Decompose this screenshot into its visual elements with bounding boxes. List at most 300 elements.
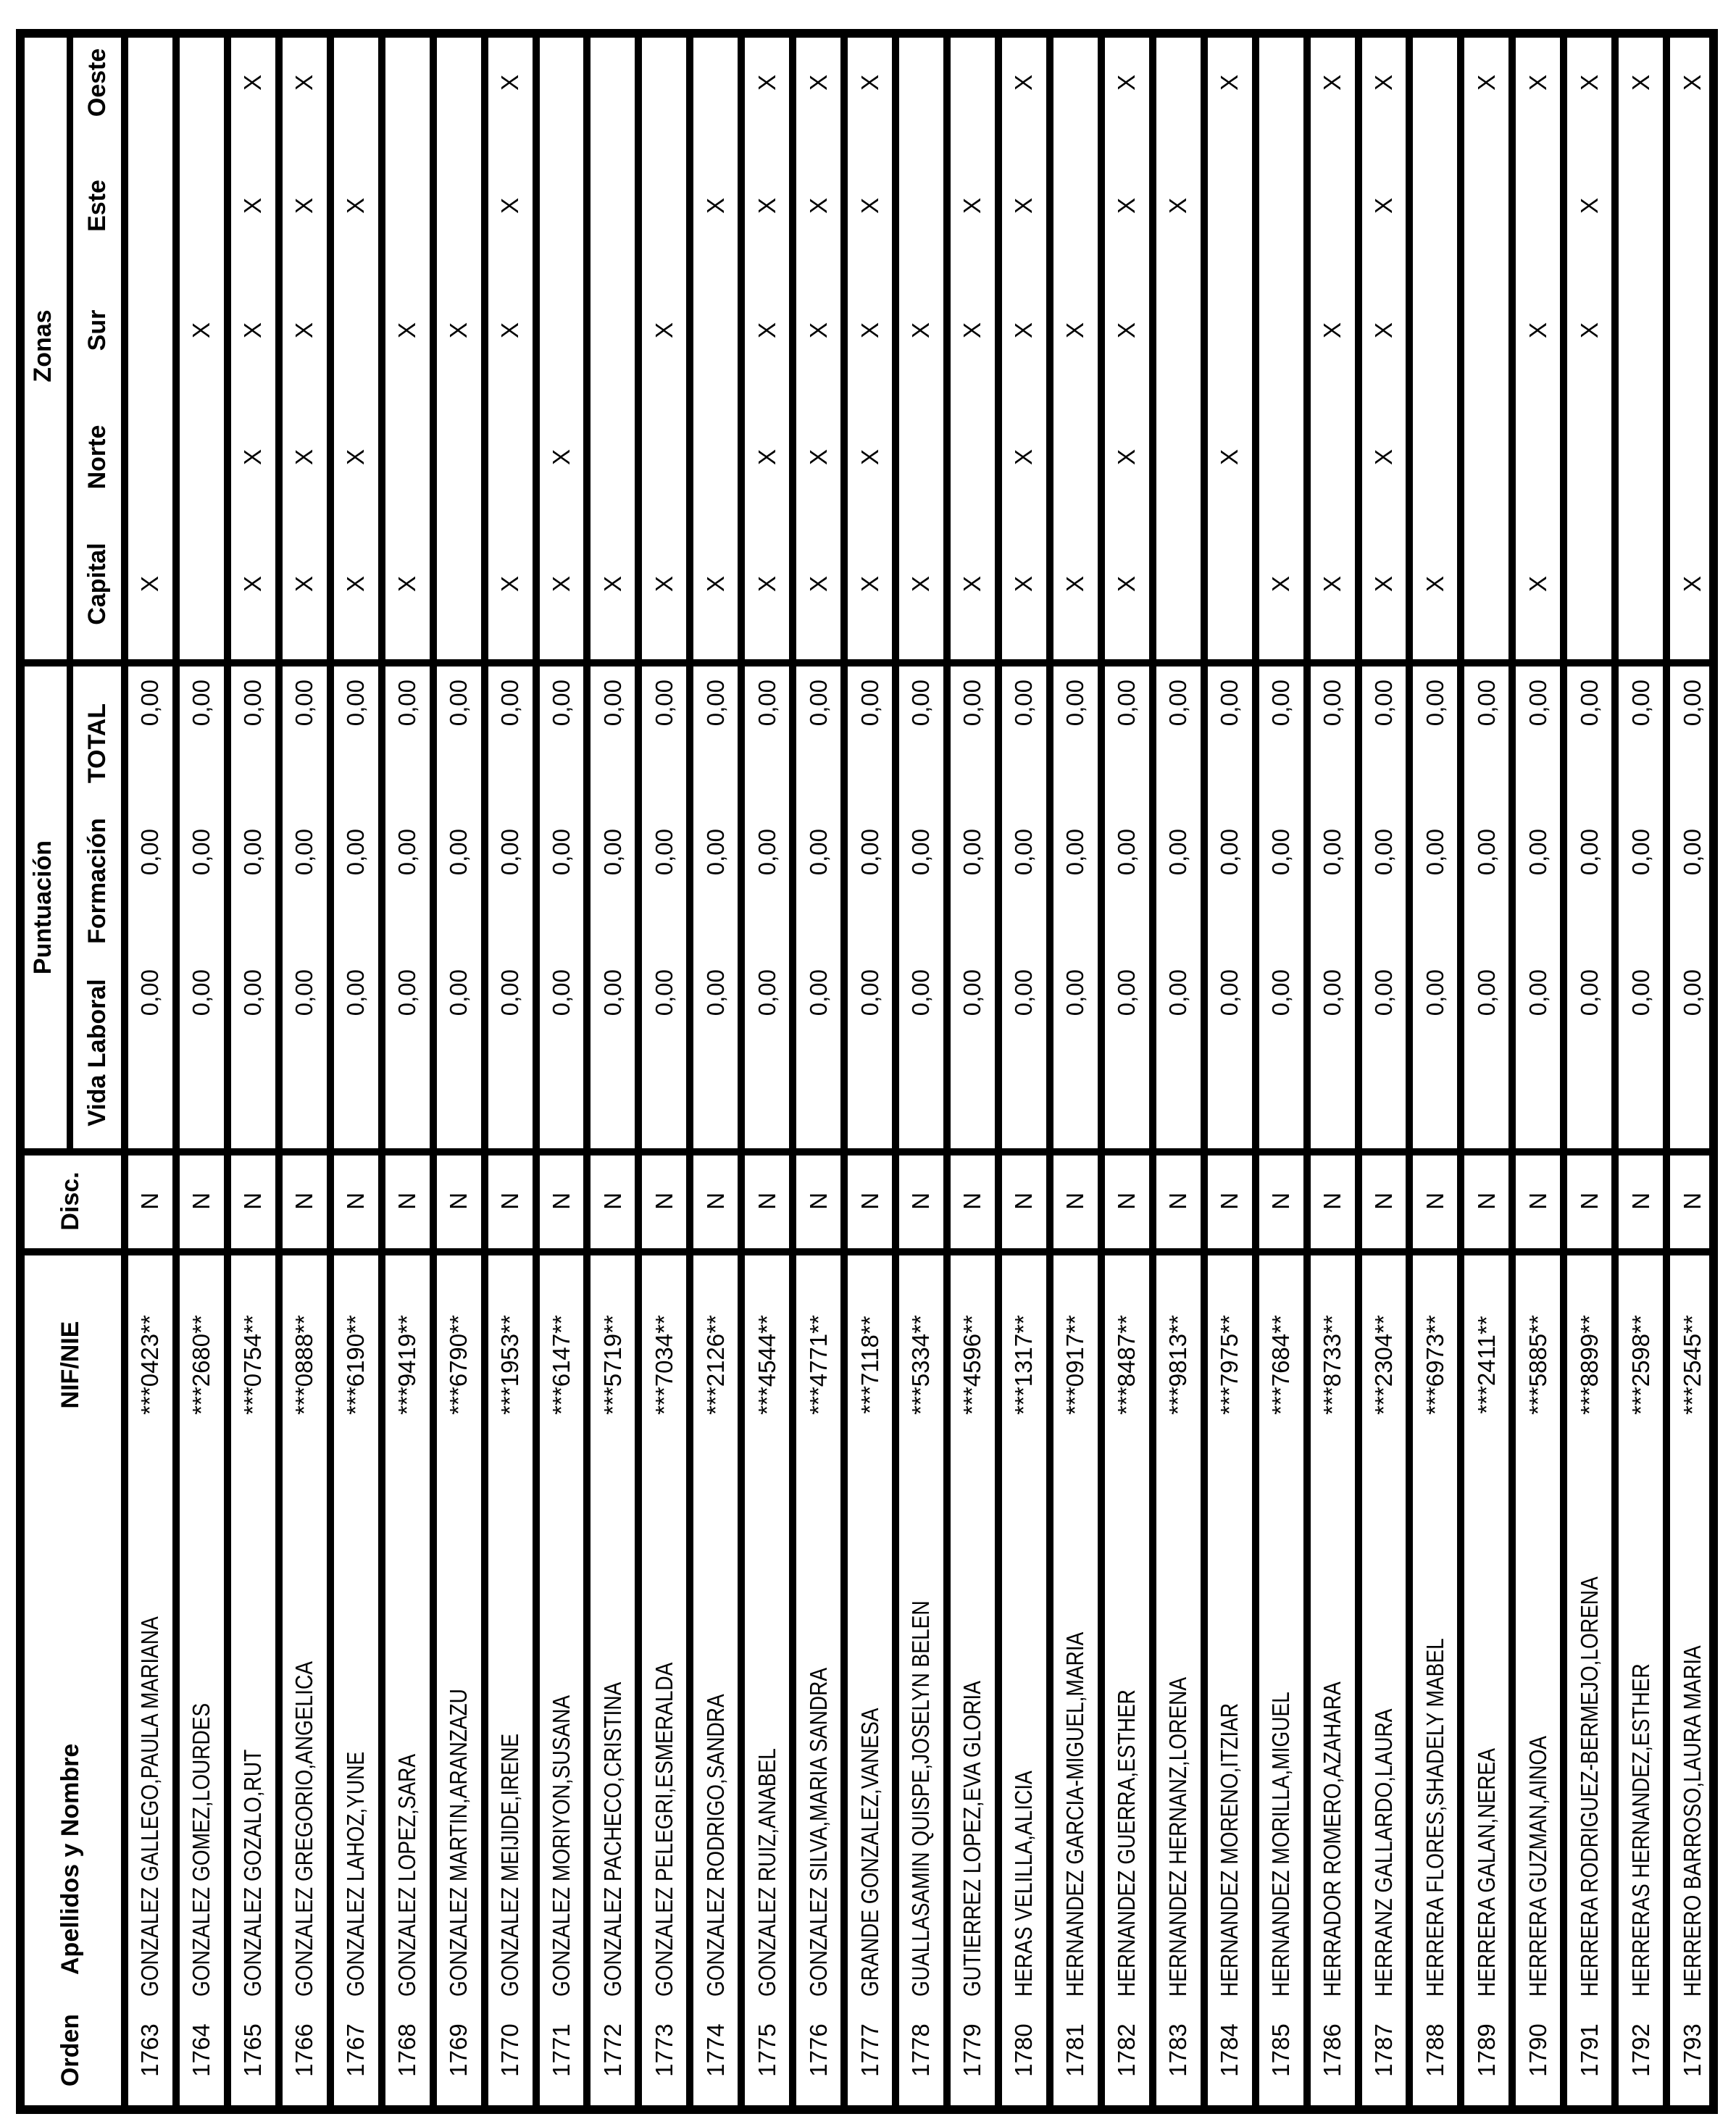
cell-nif: ***6147**	[547, 1315, 575, 1415]
cell-nif: ***0888**	[291, 1315, 318, 1415]
cell-disc: N	[650, 1192, 677, 1210]
cell-formacion: 0,00	[598, 829, 626, 876]
cell-este-mark: X	[753, 198, 780, 214]
cell-nif: ***5885**	[1524, 1315, 1551, 1415]
cell-nombre	[690, 1439, 741, 1997]
nombre-text: HERAS VELILLA,ALICIA	[1010, 1771, 1038, 1997]
cell-este-mark: X	[1113, 198, 1140, 214]
cell-vida-laboral: 0,00	[1164, 969, 1192, 1016]
cell-oeste-mark: X	[1216, 75, 1243, 91]
cell-disc: N	[1061, 1192, 1089, 1210]
nombre-text: GONZALEZ SILVA,MARIA SANDRA	[804, 1667, 832, 1997]
nombre-text: HERNANDEZ HERNANZ,LORENA	[1164, 1676, 1192, 1997]
cell-total: 0,00	[136, 680, 164, 727]
cell-vida-laboral: 0,00	[291, 969, 318, 1016]
cell-sur-mark: X	[1318, 322, 1345, 339]
cell-total: 0,00	[1678, 680, 1706, 727]
cell-capital-mark: X	[1113, 576, 1140, 593]
cell-sur-mark: X	[959, 322, 986, 339]
cell-nif: ***0754**	[239, 1315, 267, 1415]
cell-formacion: 0,00	[342, 829, 370, 876]
cell-oeste-mark: X	[291, 75, 318, 91]
cell-este-mark: X	[342, 198, 370, 214]
cell-nombre	[125, 1439, 176, 1997]
cell-nombre	[382, 1439, 433, 1997]
nombre-text: HERRERA RODRIGUEZ-BERMEJO,LORENA	[1575, 1576, 1603, 1997]
cell-oeste-mark: X	[1113, 75, 1140, 91]
cell-orden: 1787	[1369, 2023, 1397, 2077]
cell-este-mark: X	[1010, 198, 1038, 214]
cell-norte-mark: X	[1010, 449, 1038, 466]
nombre-text: HERRERAS HERNANDEZ,ESTHER	[1627, 1663, 1654, 1997]
cell-sur-mark: X	[1524, 322, 1551, 339]
cell-nombre	[485, 1439, 536, 1997]
cell-nif: ***2680**	[188, 1315, 215, 1415]
cell-oeste-mark: X	[496, 75, 523, 91]
cell-formacion: 0,00	[804, 829, 832, 876]
cell-nif: ***7975**	[1216, 1315, 1243, 1415]
cell-vida-laboral: 0,00	[547, 969, 575, 1016]
cell-formacion: 0,00	[1164, 829, 1192, 876]
cell-nombre	[1564, 1439, 1615, 1997]
nombre-text: GONZALEZ GOZALO,RUT	[239, 1749, 267, 1997]
cell-vida-laboral: 0,00	[188, 969, 215, 1016]
cell-sur-mark: X	[856, 322, 883, 339]
cell-total: 0,00	[1267, 680, 1295, 727]
cell-capital-mark: X	[1010, 576, 1038, 593]
cell-total: 0,00	[1164, 680, 1192, 727]
group-header-puntuacion: Puntuación	[28, 840, 57, 975]
cell-orden: 1777	[856, 2023, 883, 2077]
cell-sur-mark: X	[291, 322, 318, 339]
cell-este-mark: X	[804, 198, 832, 214]
cell-disc: N	[1318, 1192, 1345, 1210]
col-header-este: Este	[83, 180, 111, 232]
cell-vida-laboral: 0,00	[804, 969, 832, 1016]
cell-orden: 1775	[753, 2023, 780, 2077]
cell-formacion: 0,00	[1627, 829, 1654, 876]
cell-nombre	[228, 1439, 279, 1997]
cell-vida-laboral: 0,00	[445, 969, 472, 1016]
cell-vida-laboral: 0,00	[342, 969, 370, 1016]
cell-nif: ***5334**	[907, 1315, 935, 1415]
cell-nombre	[1256, 1439, 1307, 1997]
cell-oeste-mark: X	[1627, 75, 1654, 91]
cell-orden: 1788	[1421, 2023, 1448, 2077]
cell-formacion: 0,00	[239, 829, 267, 876]
cell-orden: 1791	[1575, 2023, 1603, 2077]
cell-nombre	[1153, 1439, 1204, 1997]
nombre-text: GUALLASAMIN QUISPE,JOSELYN BELEN	[907, 1600, 935, 1997]
cell-nombre	[1359, 1439, 1410, 1997]
cell-capital-mark: X	[1267, 576, 1295, 593]
cell-total: 0,00	[804, 680, 832, 727]
cell-este-mark: X	[496, 198, 523, 214]
cell-orden: 1790	[1524, 2023, 1551, 2077]
cell-disc: N	[959, 1192, 986, 1210]
cell-nombre	[536, 1439, 588, 1997]
cell-disc: N	[804, 1192, 832, 1210]
cell-vida-laboral: 0,00	[701, 969, 729, 1016]
cell-capital-mark: X	[1318, 576, 1345, 593]
cell-formacion: 0,00	[650, 829, 677, 876]
cell-total: 0,00	[701, 680, 729, 727]
cell-nif: ***2126**	[701, 1315, 729, 1415]
cell-oeste-mark: X	[1369, 75, 1397, 91]
cell-sur-mark: X	[907, 322, 935, 339]
cell-disc: N	[856, 1192, 883, 1210]
nombre-text: HERNANDEZ MORENO,ITZIAR	[1216, 1702, 1243, 1997]
cell-disc: N	[598, 1192, 626, 1210]
cell-vida-laboral: 0,00	[753, 969, 780, 1016]
cell-orden: 1771	[547, 2023, 575, 2077]
cell-formacion: 0,00	[393, 829, 421, 876]
cell-disc: N	[393, 1192, 421, 1210]
cell-vida-laboral: 0,00	[393, 969, 421, 1016]
cell-orden: 1780	[1010, 2023, 1038, 2077]
cell-norte-mark: X	[291, 449, 318, 466]
cell-vida-laboral: 0,00	[1472, 969, 1500, 1016]
cell-nif: ***7684**	[1267, 1315, 1295, 1415]
cell-oeste-mark: X	[804, 75, 832, 91]
cell-nombre	[1409, 1439, 1461, 1997]
cell-disc: N	[291, 1192, 318, 1210]
cell-disc: N	[1575, 1192, 1603, 1210]
cell-oeste-mark: X	[1678, 75, 1706, 91]
cell-oeste-mark: X	[239, 75, 267, 91]
cell-total: 0,00	[907, 680, 935, 727]
cell-total: 0,00	[1421, 680, 1448, 727]
cell-formacion: 0,00	[496, 829, 523, 876]
cell-total: 0,00	[1216, 680, 1243, 727]
cell-oeste-mark: X	[1318, 75, 1345, 91]
cell-formacion: 0,00	[907, 829, 935, 876]
cell-orden: 1772	[598, 2023, 626, 2077]
cell-total: 0,00	[1369, 680, 1397, 727]
cell-sur-mark: X	[188, 322, 215, 339]
cell-disc: N	[188, 1192, 215, 1210]
cell-formacion: 0,00	[1267, 829, 1295, 876]
cell-nif: ***4544**	[753, 1315, 780, 1415]
cell-este-mark: X	[291, 198, 318, 214]
cell-nombre	[638, 1439, 690, 1997]
col-header-apellidos: Apellidos y Nombre	[56, 1743, 84, 1975]
cell-capital-mark: X	[856, 576, 883, 593]
cell-orden: 1786	[1318, 2023, 1345, 2077]
cell-este-mark: X	[1164, 198, 1192, 214]
cell-formacion: 0,00	[136, 829, 164, 876]
cell-total: 0,00	[188, 680, 215, 727]
cell-sur-mark: X	[1575, 322, 1603, 339]
cell-total: 0,00	[753, 680, 780, 727]
cell-formacion: 0,00	[1472, 829, 1500, 876]
cell-capital-mark: X	[1061, 576, 1089, 593]
cell-nombre	[1512, 1439, 1564, 1997]
cell-orden: 1789	[1472, 2023, 1500, 2077]
nombre-text: HERRADOR ROMERO,AZAHARA	[1318, 1681, 1345, 1997]
cell-orden: 1769	[445, 2023, 472, 2077]
cell-este-mark: X	[856, 198, 883, 214]
cell-orden: 1763	[136, 2023, 164, 2077]
cell-nif: ***9813**	[1164, 1315, 1192, 1415]
cell-este-mark: X	[701, 198, 729, 214]
col-header-formacion: Formación	[83, 818, 111, 944]
cell-oeste-mark: X	[1472, 75, 1500, 91]
cell-formacion: 0,00	[1010, 829, 1038, 876]
cell-nif: ***6973**	[1421, 1315, 1448, 1415]
cell-nif: ***0917**	[1061, 1315, 1089, 1415]
cell-nombre	[587, 1439, 638, 1997]
cell-orden: 1785	[1267, 2023, 1295, 2077]
cell-disc: N	[1267, 1192, 1295, 1210]
cell-sur-mark: X	[1061, 322, 1089, 339]
cell-disc: N	[136, 1192, 164, 1210]
cell-este-mark: X	[1369, 198, 1397, 214]
cell-orden: 1783	[1164, 2023, 1192, 2077]
cell-total: 0,00	[598, 680, 626, 727]
cell-vida-laboral: 0,00	[1627, 969, 1654, 1016]
cell-nif: ***8487**	[1113, 1315, 1140, 1415]
cell-capital-mark: X	[1524, 576, 1551, 593]
cell-nombre	[844, 1439, 896, 1997]
group-header-zonas: Zonas	[28, 309, 57, 383]
cell-capital-mark: X	[342, 576, 370, 593]
cell-total: 0,00	[445, 680, 472, 727]
cell-disc: N	[1369, 1192, 1397, 1210]
cell-orden: 1768	[393, 2023, 421, 2077]
cell-norte-mark: X	[753, 449, 780, 466]
cell-capital-mark: X	[907, 576, 935, 593]
cell-capital-mark: X	[239, 576, 267, 593]
cell-formacion: 0,00	[1318, 829, 1345, 876]
cell-nif: ***7034**	[650, 1315, 677, 1415]
cell-vida-laboral: 0,00	[959, 969, 986, 1016]
cell-formacion: 0,00	[856, 829, 883, 876]
cell-norte-mark: X	[1113, 449, 1140, 466]
cell-norte-mark: X	[239, 449, 267, 466]
nombre-text: GONZALEZ PACHECO,CRISTINA	[598, 1681, 626, 1997]
cell-oeste-mark: X	[1524, 75, 1551, 91]
cell-nombre	[793, 1439, 844, 1997]
nombre-text: GONZALEZ GOMEZ,LOURDES	[188, 1702, 215, 1997]
cell-formacion: 0,00	[753, 829, 780, 876]
cell-disc: N	[1010, 1192, 1038, 1210]
cell-orden: 1778	[907, 2023, 935, 2077]
cell-nombre	[1307, 1439, 1359, 1997]
cell-nombre	[176, 1439, 228, 1997]
nombre-text: HERRERA FLORES,SHADELY MABEL	[1421, 1638, 1448, 1997]
cell-capital-mark: X	[1421, 576, 1448, 593]
cell-nombre	[1666, 1439, 1718, 1997]
cell-nombre	[1204, 1439, 1256, 1997]
cell-oeste-mark: X	[753, 75, 780, 91]
cell-total: 0,00	[547, 680, 575, 727]
cell-total: 0,00	[1627, 680, 1654, 727]
cell-orden: 1779	[959, 2023, 986, 2077]
cell-disc: N	[1164, 1192, 1192, 1210]
cell-vida-laboral: 0,00	[650, 969, 677, 1016]
cell-formacion: 0,00	[1369, 829, 1397, 876]
cell-sur-mark: X	[393, 322, 421, 339]
cell-vida-laboral: 0,00	[136, 969, 164, 1016]
cell-capital-mark: X	[701, 576, 729, 593]
cell-capital-mark: X	[804, 576, 832, 593]
cell-formacion: 0,00	[959, 829, 986, 876]
nombre-text: GUTIERREZ LOPEZ,EVA GLORIA	[959, 1681, 986, 1997]
cell-total: 0,00	[393, 680, 421, 727]
cell-nif: ***6190**	[342, 1315, 370, 1415]
cell-este-mark: X	[1575, 198, 1603, 214]
cell-este-mark: X	[959, 198, 986, 214]
cell-orden: 1782	[1113, 2023, 1140, 2077]
cell-total: 0,00	[650, 680, 677, 727]
cell-orden: 1773	[650, 2023, 677, 2077]
cell-formacion: 0,00	[291, 829, 318, 876]
cell-disc: N	[1524, 1192, 1551, 1210]
nombre-text: HERNANDEZ MORILLA,MIGUEL	[1267, 1692, 1295, 1997]
cell-disc: N	[496, 1192, 523, 1210]
cell-nombre	[947, 1439, 998, 1997]
cell-total: 0,00	[1010, 680, 1038, 727]
cell-nif: ***8899**	[1575, 1315, 1603, 1415]
cell-nif: ***0423**	[136, 1315, 164, 1415]
nombre-text: GONZALEZ LOPEZ,SARA	[393, 1753, 421, 1997]
cell-disc: N	[239, 1192, 267, 1210]
cell-disc: N	[547, 1192, 575, 1210]
nombre-text: HERRERA GALAN,NEREA	[1472, 1748, 1500, 1997]
cell-disc: N	[701, 1192, 729, 1210]
cell-total: 0,00	[1472, 680, 1500, 727]
cell-orden: 1792	[1627, 2023, 1654, 2077]
cell-norte-mark: X	[856, 449, 883, 466]
cell-sur-mark: X	[753, 322, 780, 339]
col-header-nif: NIF/NIE	[56, 1321, 84, 1409]
cell-nombre	[896, 1439, 947, 1997]
cell-vida-laboral: 0,00	[856, 969, 883, 1016]
cell-norte-mark: X	[804, 449, 832, 466]
cell-total: 0,00	[1524, 680, 1551, 727]
cell-capital-mark: X	[650, 576, 677, 593]
cell-capital-mark: X	[547, 576, 575, 593]
cell-orden: 1774	[701, 2023, 729, 2077]
col-header-oeste: Oeste	[83, 48, 111, 117]
cell-nif: ***4771**	[804, 1315, 832, 1415]
cell-orden: 1781	[1061, 2023, 1089, 2077]
cell-total: 0,00	[1061, 680, 1089, 727]
cell-orden: 1770	[496, 2023, 523, 2077]
cell-orden: 1776	[804, 2023, 832, 2077]
cell-vida-laboral: 0,00	[239, 969, 267, 1016]
cell-orden: 1784	[1216, 2023, 1243, 2077]
cell-capital-mark: X	[291, 576, 318, 593]
cell-nif: ***1953**	[496, 1315, 523, 1415]
cell-orden: 1766	[291, 2023, 318, 2077]
nombre-text: GONZALEZ RODRIGO,SANDRA	[701, 1694, 729, 1997]
cell-nif: ***4596**	[959, 1315, 986, 1415]
nombre-text: GONZALEZ GALLEGO,PAULA MARIANA	[136, 1616, 164, 1997]
cell-sur-mark: X	[239, 322, 267, 339]
col-header-vida-laboral: Vida Laboral	[83, 979, 111, 1127]
cell-orden: 1764	[188, 2023, 215, 2077]
nombre-text: HERRERO BARROSO,LAURA MARIA	[1678, 1645, 1706, 1997]
cell-capital-mark: X	[496, 576, 523, 593]
cell-vida-laboral: 0,00	[1575, 969, 1603, 1016]
cell-nif: ***9419**	[393, 1315, 421, 1415]
cell-sur-mark: X	[650, 322, 677, 339]
cell-formacion: 0,00	[188, 829, 215, 876]
cell-disc: N	[1627, 1192, 1654, 1210]
nombre-text: GONZALEZ MORIYON,SUSANA	[547, 1695, 575, 1997]
cell-nif: ***5719**	[598, 1315, 626, 1415]
col-header-disc: Disc.	[56, 1171, 84, 1231]
cell-formacion: 0,00	[701, 829, 729, 876]
cell-nombre	[1101, 1439, 1153, 1997]
cell-vida-laboral: 0,00	[1369, 969, 1397, 1016]
cell-nif: ***6790**	[445, 1315, 472, 1415]
cell-total: 0,00	[1318, 680, 1345, 727]
cell-total: 0,00	[1113, 680, 1140, 727]
cell-sur-mark: X	[804, 322, 832, 339]
cell-total: 0,00	[856, 680, 883, 727]
cell-vida-laboral: 0,00	[1421, 969, 1448, 1016]
col-header-capital: Capital	[83, 543, 111, 625]
cell-formacion: 0,00	[445, 829, 472, 876]
cell-norte-mark: X	[342, 449, 370, 466]
cell-formacion: 0,00	[547, 829, 575, 876]
cell-disc: N	[1678, 1192, 1706, 1210]
cell-nombre	[1615, 1439, 1666, 1997]
cell-sur-mark: X	[1010, 322, 1038, 339]
nombre-text: HERNANDEZ GUERRA,ESTHER	[1113, 1689, 1140, 1997]
col-header-sur: Sur	[83, 309, 111, 351]
nombre-text: GONZALEZ LAHOZ,YUNE	[342, 1751, 370, 1997]
cell-sur-mark: X	[1113, 322, 1140, 339]
cell-capital-mark: X	[1678, 576, 1706, 593]
cell-total: 0,00	[239, 680, 267, 727]
cell-este-mark: X	[239, 198, 267, 214]
cell-formacion: 0,00	[1113, 829, 1140, 876]
cell-nombre	[279, 1439, 330, 1997]
cell-orden: 1767	[342, 2023, 370, 2077]
cell-disc: N	[445, 1192, 472, 1210]
cell-capital-mark: X	[753, 576, 780, 593]
cell-formacion: 0,00	[1678, 829, 1706, 876]
cell-disc: N	[1472, 1192, 1500, 1210]
cell-oeste-mark: X	[856, 75, 883, 91]
cell-nif: ***1317**	[1010, 1315, 1038, 1415]
nombre-text: GONZALEZ MARTIN,ARANZAZU	[445, 1689, 472, 1997]
cell-capital-mark: X	[598, 576, 626, 593]
cell-norte-mark: X	[1216, 449, 1243, 466]
col-header-orden: Orden	[56, 2013, 84, 2087]
cell-nombre	[998, 1439, 1050, 1997]
cell-vida-laboral: 0,00	[496, 969, 523, 1016]
cell-vida-laboral: 0,00	[1318, 969, 1345, 1016]
nombre-text: GRANDE GONZALEZ,VANESA	[856, 1708, 883, 1997]
cell-vida-laboral: 0,00	[907, 969, 935, 1016]
cell-nombre	[330, 1439, 382, 1997]
cell-vida-laboral: 0,00	[1216, 969, 1243, 1016]
cell-formacion: 0,00	[1061, 829, 1089, 876]
col-header-total: TOTAL	[83, 703, 111, 784]
cell-total: 0,00	[496, 680, 523, 727]
cell-vida-laboral: 0,00	[1524, 969, 1551, 1016]
nombre-text: HERRERA GUZMAN,AINOA	[1524, 1735, 1551, 1997]
cell-vida-laboral: 0,00	[1267, 969, 1295, 1016]
cell-norte-mark: X	[1369, 449, 1397, 466]
cell-formacion: 0,00	[1524, 829, 1551, 876]
nombre-text: HERRANZ GALLARDO,LAURA	[1369, 1708, 1397, 1997]
